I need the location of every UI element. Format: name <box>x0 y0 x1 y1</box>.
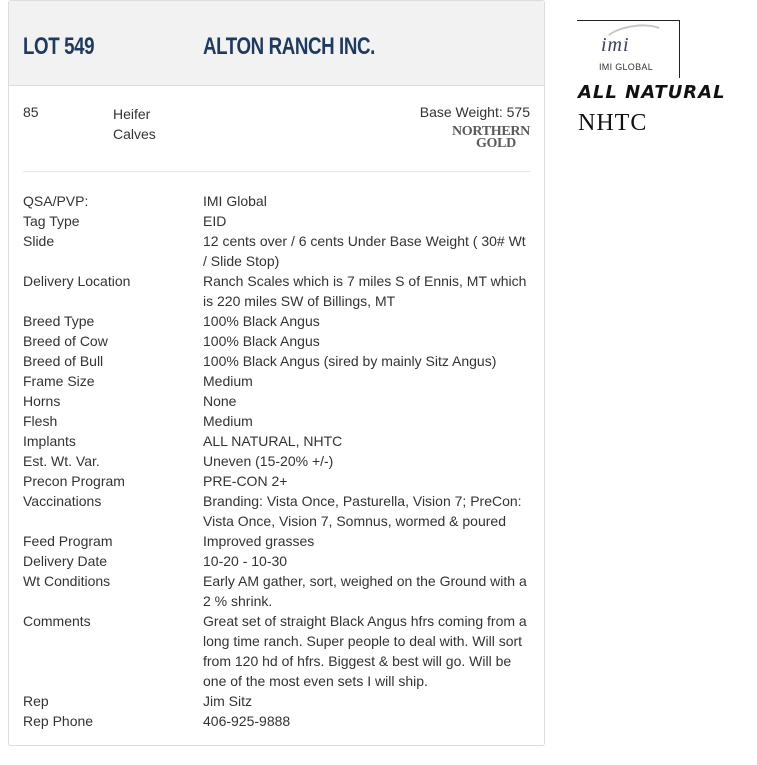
detail-value: 12 cents over / 6 cents Under Base Weight ( 30# Wt / Slide Stop) <box>203 233 526 269</box>
detail-value: 100% Black Angus (sired by mainly Sitz Angus) <box>203 353 497 369</box>
detail-value: Ranch Scales which is 7 miles S of Ennis, MT which is 220 miles SW of Billings, MT <box>203 273 527 309</box>
detail-row <box>23 331 533 351</box>
detail-row <box>23 231 533 271</box>
all-natural-label: ALL NATURAL <box>578 82 726 103</box>
detail-row <box>23 531 533 551</box>
detail-row <box>23 211 533 231</box>
detail-row <box>23 311 533 331</box>
nhtc-label: NHTC <box>578 110 648 136</box>
detail-row <box>23 491 533 531</box>
detail-row <box>23 351 533 371</box>
detail-value: Medium <box>203 373 253 389</box>
lot-summary <box>9 86 544 172</box>
detail-label: Rep <box>23 693 49 709</box>
detail-label: Flesh <box>23 413 58 429</box>
detail-value: 100% Black Angus <box>203 333 320 349</box>
detail-value: Branding: Vista Once, Pasturella, Vision 7; PreCon: Vista Once, Vision 7, Somnus, wormed & poured <box>203 493 522 529</box>
detail-row <box>23 411 533 431</box>
detail-value: EID <box>203 213 227 229</box>
detail-label: Feed Program <box>23 533 113 549</box>
detail-row <box>23 571 533 611</box>
detail-value: Great set of straight Black Angus hfrs coming from a long time ranch. Super people to deal with. Will sort from 120 hd of hfrs. Biggest & best will go. Will be one of the most even sets I will ship. <box>203 613 527 689</box>
detail-value: None <box>203 393 237 409</box>
northern-gold-logo <box>448 124 530 154</box>
lot-number: LOT 549 <box>23 33 95 60</box>
detail-row <box>23 431 533 451</box>
detail-row <box>23 611 533 691</box>
detail-value: 10-20 - 10-30 <box>203 553 288 569</box>
cattle-description: Heifer Calves <box>113 106 156 142</box>
detail-row <box>23 391 533 411</box>
imi-logo-mark: imi <box>601 34 630 56</box>
lot-header <box>9 1 544 86</box>
detail-row <box>23 691 533 711</box>
detail-row <box>23 271 533 311</box>
detail-label: QSA/PVP: <box>23 193 89 209</box>
detail-label: Est. Wt. Var. <box>23 453 100 469</box>
detail-row <box>23 711 533 731</box>
detail-label: Vaccinations <box>23 493 102 509</box>
detail-label: Delivery Date <box>23 553 108 569</box>
detail-value: ALL NATURAL, NHTC <box>203 433 343 449</box>
detail-value: 100% Black Angus <box>203 313 320 329</box>
detail-value: Improved grasses <box>203 533 315 549</box>
detail-value: IMI Global <box>203 193 267 209</box>
detail-value: 406-925-9888 <box>203 713 291 729</box>
lot-details <box>23 191 533 731</box>
detail-label: Slide <box>23 233 55 249</box>
detail-label: Breed Type <box>23 313 95 329</box>
head-count: 85 <box>23 104 39 120</box>
detail-row <box>23 191 533 211</box>
summary-divider <box>23 171 530 172</box>
detail-label: Breed of Cow <box>23 333 108 349</box>
detail-label: Frame Size <box>23 373 95 389</box>
detail-label: Rep Phone <box>23 713 94 729</box>
detail-row <box>23 471 533 491</box>
detail-value: Uneven (15-20% +/-) <box>203 453 334 469</box>
detail-label: Breed of Bull <box>23 353 104 369</box>
detail-value: Medium <box>203 413 253 429</box>
detail-row <box>23 451 533 471</box>
detail-label: Precon Program <box>23 473 125 489</box>
detail-label: Horns <box>23 393 61 409</box>
detail-row <box>23 551 533 571</box>
detail-row <box>23 371 533 391</box>
detail-label: Tag Type <box>23 213 80 229</box>
detail-label: Wt Conditions <box>23 573 111 589</box>
lot-card <box>8 0 545 746</box>
detail-value: Jim Sitz <box>203 693 252 709</box>
imi-global-logo <box>577 20 680 78</box>
imi-logo-subtitle: IMI GLOBAL <box>599 62 654 72</box>
detail-value: Early AM gather, sort, weighed on the Ground with a 2 % shrink. <box>203 573 527 609</box>
northern-gold-logo-line2: GOLD <box>475 136 516 151</box>
northern-gold-logo-line1: NORTHERN <box>451 124 530 139</box>
detail-label: Delivery Location <box>23 273 131 289</box>
base-weight: Base Weight: 575 <box>419 104 530 120</box>
ranch-name: ALTON RANCH INC. <box>203 33 375 60</box>
detail-label: Comments <box>23 613 91 629</box>
detail-value: PRE-CON 2+ <box>203 473 288 489</box>
detail-label: Implants <box>23 433 76 449</box>
